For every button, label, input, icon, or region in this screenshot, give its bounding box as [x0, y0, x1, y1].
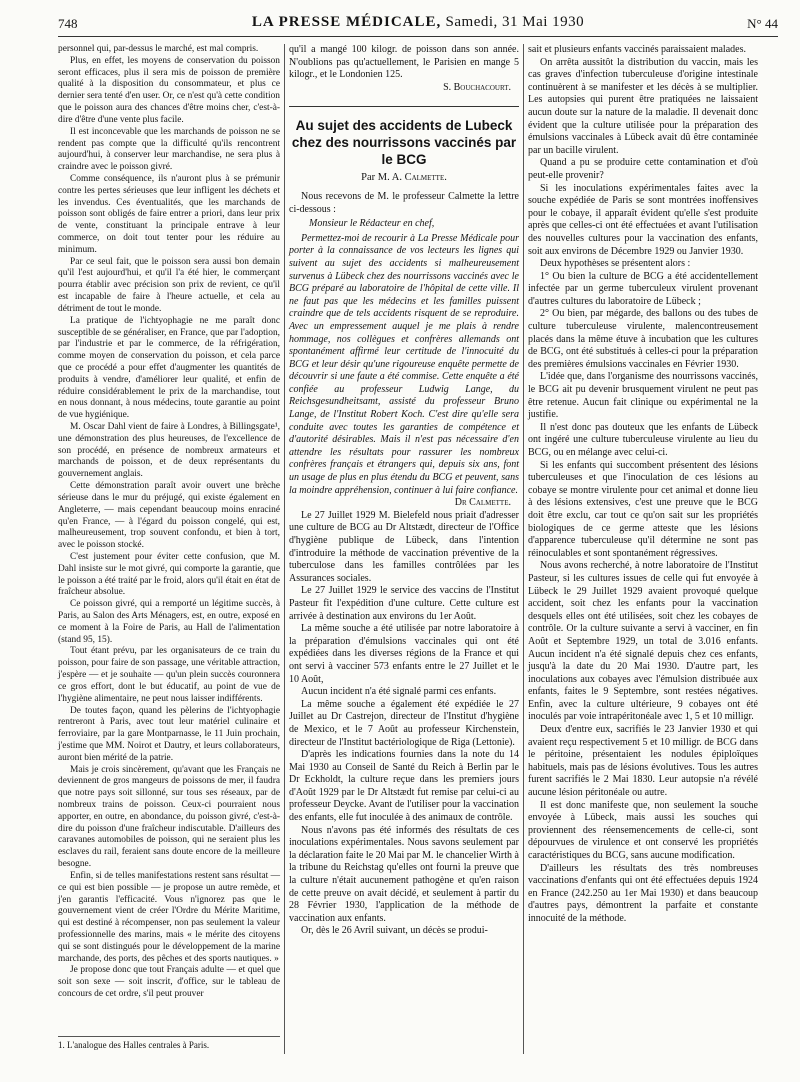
paragraph: Tout étant prévu, par les organisateurs de ce train du poisson, pour faire de son passage, une véritable attraction, j'espère — et je souhaite — qu'un plein succès couronnera ce gros effort, dont le but éducatif, au point de vue de l'hygiène alimentaire, ne peut nous laisser indifférents.	[58, 646, 280, 704]
paragraph: M. Oscar Dahl vient de faire à Londres, à Billingsgate¹, une démonstration des plus heureuses, de l'excellence de son procédé, en présence de nombreux armateurs et marchands de poisson, et de deux représentants du gouvernement anglais.	[58, 422, 280, 480]
letter-signature: Dr Calmette.	[454, 497, 511, 509]
paragraph: La même souche a été utilisée par notre laboratoire à la préparation d'émulsions vaccinales qui ont été expédiées dans les diverses régions de la France et qui ont servi à vacciner 573 enfants entre le 27 Juillet et le 10 Août,	[289, 623, 519, 685]
paragraph: De toutes façon, quand les pèlerins de l'ichtyophagie rentreront à Paris, avec tout leur matériel culinaire et ferroviaire, par la gare Montparnasse, le 11 Juin prochain, j'estime que MM. Noirot et Dautry, et leurs collaborateurs, auront bien mérité de la patrie.	[58, 705, 280, 763]
byline-author: M. A. Calmette.	[377, 172, 447, 184]
paragraph: Le 27 Juillet 1929 M. Bielefeld nous priait d'adresser une culture de BCG au Dr Altstædt, directeur de l'Office d'hygiène publique de Lübeck, dans l'intention d'introduire la méthode de vaccination préventive de la tuberculose dans les familles contrôlées par les Assurances sociales.	[289, 509, 519, 584]
paragraph: sait et plusieurs enfants vaccinés paraissaient malades.	[528, 44, 746, 55]
paragraph: Je propose donc que tout Français adulte — et quel que soit son sexe — soit inscrit, d'office, sur le tableau de concours de cet ordre, s'il peut prouver	[58, 965, 280, 999]
paragraph: L'idée que, dans l'organisme des nourrissons vaccinés, le BCG ait pu devenir brusquement virulent ne peut pas être retenue. Aucun fait clinique ou expérimental ne la justifie.	[528, 371, 758, 421]
footnote: 1. L'analogue des Halles centrales à Paris.	[58, 1036, 280, 1050]
paragraph: D'ailleurs les résultats des très nombreuses vaccinations d'enfants qui ont été effectuées depuis 1924 en France (242.250 au 1er Mai 1930) et dans beaucoup d'autres pays, démontrent la parfaite et constante innocuité de la méthode.	[528, 862, 758, 924]
article-title-line: Au sujet des accidents de Lubeck	[295, 118, 513, 134]
column-1	[58, 44, 280, 1001]
paragraph: Il est donc manifeste que, non seulement la souche envoyée à Lübeck, mais aussi les souches qui proviennent des réensemencements de celle-ci, sont dépourvues de virulence et ont conservé les propriétés caractéristiques du BCG, sans aucune modification.	[528, 799, 758, 861]
paragraph: 1° Ou bien la culture de BCG a été accidentellement infectée par un germe tuberculeux virulent provenant d'autres cultures du laboratoire de Lübeck ;	[528, 270, 758, 307]
page-number: 748	[58, 16, 78, 31]
paragraph: Si les inoculations expérimentales faites avec la souche expédiée de Paris se sont montrées inoffensives pour le cobaye, il apparaît évident qu'elle s'est produite après que celles-ci ont été effectuées et avant l'utilisation des nouvelles cultures pour la vaccination des enfants, soit aux environs de Décembre 1929 ou Janvier 1930.	[528, 182, 758, 257]
letter	[289, 218, 519, 497]
paragraph: Quand a pu se produire cette contamination et d'où peut-elle provenir?	[528, 157, 758, 181]
paragraph: Nous recevons de M. le professeur Calmette la lettre ci-dessous :	[289, 190, 519, 215]
paragraph: Deux hypothèses se présentent alors :	[540, 258, 691, 270]
paragraph: Or, dès le 26 Avril suivant, un décès se produi-	[301, 925, 488, 937]
paragraph: Comme conséquence, ils n'auront plus à se prémunir contre les pertes sérieuses que leur infligent les déchets et les invendus. Ces éventualités, que les marchands de poisson sont obligés de faire entrer a priori, dans leur prix de vente, constituant la principale entrave à leur commerce, on doit tout tenter pour les réduire au minimum.	[58, 173, 280, 255]
paragraph: Nous avons recherché, à notre laboratoire de l'Institut Pasteur, si les cultures issues de celle qui fut envoyée à Lübeck le 29 Juillet 1929 avaient provoqué quelque accident, soit chez les enfants pour la vaccination desquels elles ont été utilisées, soit chez les cobayes de contrôle. Or la culture suivante a servi à vacciner, en fin Août et Septembre 1929, un total de 3.016 enfants. Aucun incident n'a été signalé depuis chez ces enfants, jusqu'à la date du 20 Mai 1930. D'autre part, les inoculations aux cobayes avec l'émulsion distribuée aux enfants, faites le 9 Septembre, sont restées négatives. Enfin, avec la culture ultérieure, 9 cobayes ont été inoculés par voie intrapéritonéale avec 1, 5 et 10 milligr.	[528, 560, 758, 723]
article-title	[289, 106, 519, 168]
paragraph: La même souche a également été expédiée le 27 Juillet au Dr Castrejon, directeur de l'Institut d'hygiène de Mexico, et le 7 Août au professeur Kirchenstein, directeur de l'Institut bactériologique de Riga (Lettonie).	[289, 698, 519, 748]
paragraph: Nous n'avons pas été informés des résultats de ces inoculations expérimentales. Nous savons seulement par la déclaration faite le 20 Mai par M. le chancelier Wirth à la tribune du Reichstag qu'elles ont fourni la preuve que la culture n'était aucunement pathogène et qu'en raison de cette preuve on avait décidé, et seulement à partir du 28 Février 1930, l'application de la méthode de vaccination aux enfants.	[289, 824, 519, 924]
column-2	[289, 44, 519, 938]
paragraph: qu'il a mangé 100 kilogr. de poisson dans son année. N'oublions pas qu'actuellement, le Parisien en mange 5 kilogr., et le Londonien 125.	[289, 44, 519, 81]
paragraph: Aucun incident n'a été signalé parmi ces enfants.	[301, 686, 497, 698]
letter-salutation: Monsieur le Rédacteur en chef,	[309, 218, 435, 230]
article-title-line: chez des nourrissons vaccinés par le BCG	[291, 135, 517, 168]
issue-number: N° 44	[747, 16, 778, 31]
byline-prefix: Par	[361, 172, 376, 184]
paragraph: Ce poisson givré, qui a remporté un légitime succès, à Paris, au Salon des Arts Ménagers, est, en outre, exposé en ce moment à la Foire de Paris, au Hall de l'alimentation (stand 95, 15).	[58, 599, 280, 645]
paragraph: Plus, en effet, les moyens de conservation du poisson seront efficaces, plus il sera mis de poisson de première qualité à la disposition du consommateur, et plus ce dernier sera tenté d'en user. Or, ce n'est qu'à cette condition que le poisson aura des chances d'être moins cher, c'est-à-dire d'être d'une vente plus facile.	[58, 55, 280, 125]
paragraph: Il est inconcevable que les marchands de poisson ne se rendent pas compte que la difficulté qu'ils rencontrent aujourd'hui, à conserver leur marchandise, ne sera plus à craindre avec le poisson givré.	[58, 126, 280, 173]
journal-title	[58, 14, 778, 31]
author-signature: S. Bouchacourt.	[443, 81, 511, 93]
paragraph: personnel qui, par-dessus le marché, est mal compris.	[58, 44, 259, 54]
paragraph: Si les enfants qui succombent présentent des lésions tuberculeuses et que l'inoculation de ces lésions au cobaye se montre virulente pour cet animal et donne lieu à des lésions extensives, c'est une preuve que le BCG doit être exclu, car tout ce qu'on sait sur les propriétés biologiques de ce germe atteste que les lésions d'apparence tuberculeuse qu'il détermine ne sont pas réinoculables et sont spontanément régressives.	[528, 459, 758, 559]
paragraph: Enfin, si de telles manifestations restent sans résultat — ce qui est bien possible — je propose un autre remède, et j'en garantis l'efficacité. Vous n'ignorez pas que le gouvernement vient de créer l'Ordre du Mérite Maritime, qui est destiné à récompenser, non pas seulement la valeur professionnelle des marins, mais « le mérite des citoyens qui se sont distingués pour le développement de la marine marchande, des ports, des pêches et des sports nautiques. »	[58, 870, 280, 964]
byline	[289, 172, 519, 185]
paragraph: Cette démonstration paraît avoir ouvert une brèche sérieuse dans le mur du préjugé, qui existe également en Angleterre, — mais cependant beaucoup moins enraciné qu'en France, — à l'égard du poisson congelé, qui est, malheureusement, trop souvent confondu, et bien à tort, avec le poisson stocké.	[58, 481, 280, 551]
journal-name: LA PRESSE MÉDICALE,	[251, 14, 442, 30]
paragraph: Il n'est donc pas douteux que les enfants de Lübeck ont ingéré une culture tuberculeuse virulente au lieu du BCG, ou en mélange avec celui-ci.	[528, 421, 758, 458]
paragraph: 2° Ou bien, par mégarde, des ballons ou des tubes de culture tuberculeuse virulente, malencontreusement placés dans la même étuve à incubation que les cultures de BCG, ont été substitués à celles-ci pour la préparation des premières émulsions vaccinales en Février 1930.	[528, 308, 758, 370]
paragraph: La pratique de l'ichtyophagie ne me paraît donc susceptible de se généraliser, en France, que par l'adoption, par l'industrie et par le commerce, de la réfrigération, comme moyen de conservation du poisson, et cela parce que ce procédé a pour effet d'augmenter les quantités de produits à vendre, d'améliorer leur qualité, et enfin de réduire considérablement le prix de la marchandise, tout en nous donnant, à nous médecins, toute garantie au point de vue hygiénique.	[58, 315, 280, 421]
paragraph: D'après les indications fournies dans la note du 14 Mai 1930 au Conseil de Santé du Reich à Berlin par le Dr Eckholdt, la culture reçue dans les premiers jours d'Août 1929 par le Dr Altstædt fut remise par celui-ci au professeur Deycke. Avant de l'utiliser pour la vaccination des enfants, elle fut inoculée à des animaux de contrôle.	[289, 749, 519, 824]
paragraph: C'est justement pour éviter cette confusion, que M. Dahl insiste sur le mot givré, qui comporte la garantie, que le poisson a été traité par le froid, alors qu'il était en état de fraîcheur absolue.	[58, 551, 280, 598]
column-divider	[523, 44, 524, 1054]
column-divider	[284, 44, 285, 1054]
letter-body: Permettez-moi de recourir à La Presse Médicale pour porter à la connaissance de vos lecteurs les lignes qui suivent au sujet des accidents si malheureusement survenus à Lübeck chez des nourrissons vaccinés avec le BCG préparé au laboratoire de l'hôpital de cette ville. Il ne faut pas que les médecins et les familles puissent craindre que de tels accidents risquent de se reproduire. Avec un empressement auquel je me plais à rendre hommage, nos collègues et confrères allemands ont spontanément affirmé leur certitude de l'innocuité du BCG et leur désir qu'une rigoureuse enquête permette de découvrir si une faute a été commise. Cette enquête a été confiée au professeur Ludwig Lange, du Reichsgesundheitsamt, assisté du professeur Bruno Lange, de l'Institut Robert Koch. C'est dire qu'elle sera conduite avec toutes les garanties de compétence et d'autorité désirables. Mais il n'est pas nécessaire d'en attendre les résultats pour rassurer les nombreux confrères français et étrangers qui, depuis six ans, font un usage de plus en plus étendu du BCG et peuvent, sans la moindre appréhension, continuer à lui faire confiance.	[289, 232, 519, 496]
paragraph: Le 27 Juillet 1929 le service des vaccins de l'Institut Pasteur fit l'expédition d'une culture. Cette culture est arrivée à destination aux environs du 1er Août.	[289, 585, 519, 622]
paragraph: Par ce seul fait, que le poisson sera aussi bon demain qu'il l'est aujourd'hui, et qu'il l'a été hier, le commerçant pourra établir avec précision son prix de revient, ce qu'il est incapable de faire à l'heure actuelle, et cela au détriment de tout le monde.	[58, 256, 280, 314]
column-3	[528, 44, 758, 926]
paragraph: Deux d'entre eux, sacrifiés le 23 Janvier 1930 et qui avaient reçu respectivement 5 et 10 milligr. de BCG dans le péritoine, présentaient les nodules épiploïques habituels, mais pas de lésions évolutives. Tous les autres furent sacrifiés le 2 Mai 1830. Leur autopsie n'a révélé aucune lésion péritonéale ou autre.	[528, 724, 758, 799]
page-header	[58, 14, 778, 37]
paragraph: Mais je crois sincèrement, qu'avant que les Français ne deviennent de gros mangeurs de poissons de mer, il faudra que notre pays soit sillonné, sur tous ses réseaux, par de nombreux trains de poisson. Ceux-ci pourraient nous apporter, en outre, en abondance, du poisson givré, c'est-à-dire du poisson d'une fraîcheur indiscutable. D'ailleurs des caravanes automobiles de poisson, qui ne seraient plus les esclaves du rail, feraient sans doute encore de la meilleure besogne.	[58, 764, 280, 870]
issue-date: Samedi, 31 Mai 1930	[445, 14, 585, 30]
paragraph: On arrêta aussitôt la distribution du vaccin, mais les cas graves d'infection tuberculeuse d'origine intestinale continuèrent à se manifester et les décès à se multiplier. Les autopsies qui purent être pratiquées ne laissaient aucun doute sur la nature de la maladie. Il devenait donc évident que la culture utilisée pour la préparation des émulsions vaccinales à Lübeck avait dû être contaminée par un bacille virulent.	[528, 56, 758, 156]
